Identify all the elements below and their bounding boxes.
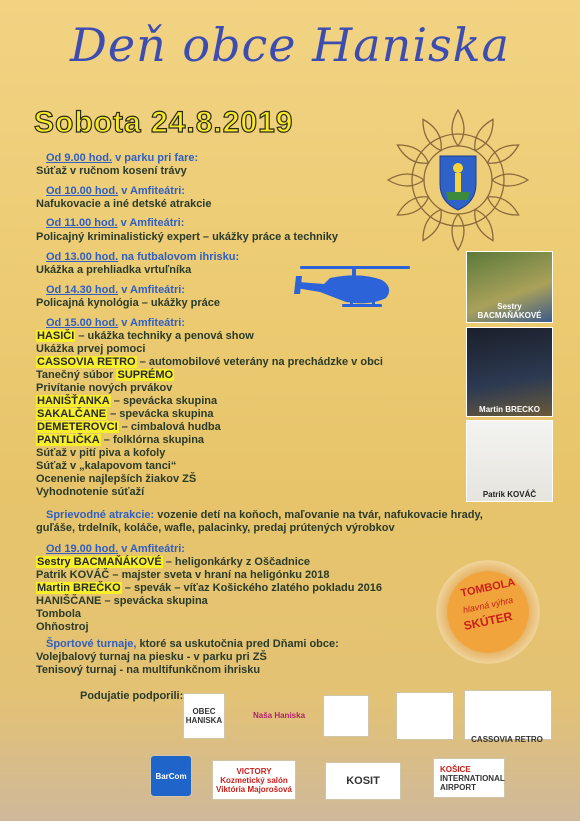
evening-item: Patrik KOVÁČ – majster sveta v hraní na heligónku 2018 bbox=[36, 569, 330, 581]
sponsors-label: Podujatie podporili: bbox=[80, 690, 184, 702]
photo-patrik-kovac: Patrik KOVÁČ bbox=[466, 420, 553, 502]
evening-item: Tombola bbox=[36, 608, 82, 620]
helicopter-icon bbox=[290, 258, 418, 316]
schedule-item: Nafukovacie a iné detské atrakcie bbox=[36, 198, 212, 210]
schedule-heading-1: Od 9.00 hod. v parku pri fare: bbox=[46, 152, 199, 164]
program-item: Vyhodnotenie súťaží bbox=[36, 486, 145, 498]
program-item: Súťaž v pití piva a kofoly bbox=[36, 447, 166, 459]
program-item: HANIŠŤANKA – spevácka skupina bbox=[37, 395, 218, 407]
sports-heading: Športové turnaje, ktoré sa uskutočnia pred Dňami obce: bbox=[46, 638, 339, 650]
tombola-badge: TOMBOLA hlavná výhra SKÚTER bbox=[436, 560, 540, 664]
schedule-item: Súťaž v ručnom kosení trávy bbox=[36, 165, 187, 177]
sponsor-cassovia-retro-caption: CASSOVIA RETRO bbox=[471, 734, 543, 744]
program-item: Ukážka prvej pomoci bbox=[36, 343, 146, 355]
schedule-heading-3: Od 11.00 hod. v Amfiteátri: bbox=[46, 217, 185, 229]
page-title: Deň obce Haniska bbox=[70, 18, 510, 72]
program-item: Ocenenie najlepších žiakov ZŠ bbox=[36, 473, 197, 485]
evening-item: Sestry BACMAŇÁKOVÉ – heligonkárky z Oščadnice bbox=[37, 556, 311, 568]
sponsor-victory-logo: VICTORY Kozmetický salón Viktória Majorošová bbox=[212, 760, 296, 800]
photo-sestry-bacmanakove: Sestry BACMAŇÁKOVÉ bbox=[466, 251, 553, 323]
schedule-item: Policajný kriminalistický expert – ukážky práce a techniky bbox=[36, 231, 339, 243]
schedule-heading-4: Od 13.00 hod. na futbalovom ihrisku: bbox=[46, 251, 240, 263]
evening-item: Martin BREČKO – spevák – víťaz Košického zlatého pokladu 2016 bbox=[37, 582, 382, 594]
sponsor-logo-5 bbox=[464, 690, 552, 744]
sponsor-logo-4 bbox=[396, 692, 454, 740]
photo-martin-brecko: Martin BRECKO bbox=[466, 327, 553, 417]
sponsor-obec-haniska-logo: OBEC HANISKA bbox=[183, 693, 225, 739]
sponsor-kosice-airport-logo: KOŠICE INTERNATIONAL AIRPORT bbox=[433, 758, 505, 798]
attractions-line-1: Sprievodné atrakcie: vozenie detí na koňoch, maľovanie na tvár, nafukovacie hrady, bbox=[46, 509, 483, 521]
attractions-line-2: guľáše, trdelník, koláče, wafle, palacinky, predaj prútených výrobkov bbox=[36, 522, 395, 534]
schedule-heading-2: Od 10.00 hod. v Amfiteátri: bbox=[46, 185, 185, 197]
program-item: SAKALČANE – spevácka skupina bbox=[37, 408, 214, 420]
program-item: HASIČI – ukážka techniky a penová show bbox=[37, 330, 254, 342]
program-item: Súťaž v „kalapovom tanci“ bbox=[36, 460, 177, 472]
program-item: PANTLIČKA – folklórna skupina bbox=[37, 434, 205, 446]
evening-item: Ohňostroj bbox=[36, 621, 89, 633]
sponsor-kosit-logo: KOSIT bbox=[325, 762, 401, 800]
schedule-heading-6: Od 15.00 hod. v Amfiteátri: bbox=[46, 317, 185, 329]
mandala-crest bbox=[378, 100, 538, 260]
program-item: Tanečný súbor SUPRÉMO bbox=[36, 369, 174, 381]
sports-item: Volejbalový turnaj na piesku - v parku pri ZŠ bbox=[36, 651, 267, 663]
evening-item: HANIŠČANE – spevácka skupina bbox=[36, 595, 208, 607]
sponsor-logo-3 bbox=[323, 695, 369, 737]
sponsor-barcom-logo: BarCom bbox=[150, 755, 192, 797]
program-item: DEMETEROVCI – cimbalová hudba bbox=[37, 421, 221, 433]
schedule-heading-5: Od 14.30 hod. v Amfiteátri: bbox=[46, 284, 185, 296]
program-item: Privítanie nových prvákov bbox=[36, 382, 173, 394]
program-item: CASSOVIA RETRO – automobilové veterány na prechádzke v obci bbox=[37, 356, 383, 368]
sponsor-nasa-haniska-logo: Naša Haniska bbox=[252, 710, 306, 720]
sports-item: Tenisový turnaj - na multifunkčnom ihrisku bbox=[36, 664, 261, 676]
schedule-item: Policajná kynológia – ukážky práce bbox=[36, 297, 221, 309]
event-date: Sobota 24.8.2019 bbox=[34, 106, 294, 139]
evening-heading: Od 19.00 hod. v Amfiteátri: bbox=[46, 543, 185, 555]
schedule-item: Ukážka a prehliadka vrtuľníka bbox=[36, 264, 192, 276]
